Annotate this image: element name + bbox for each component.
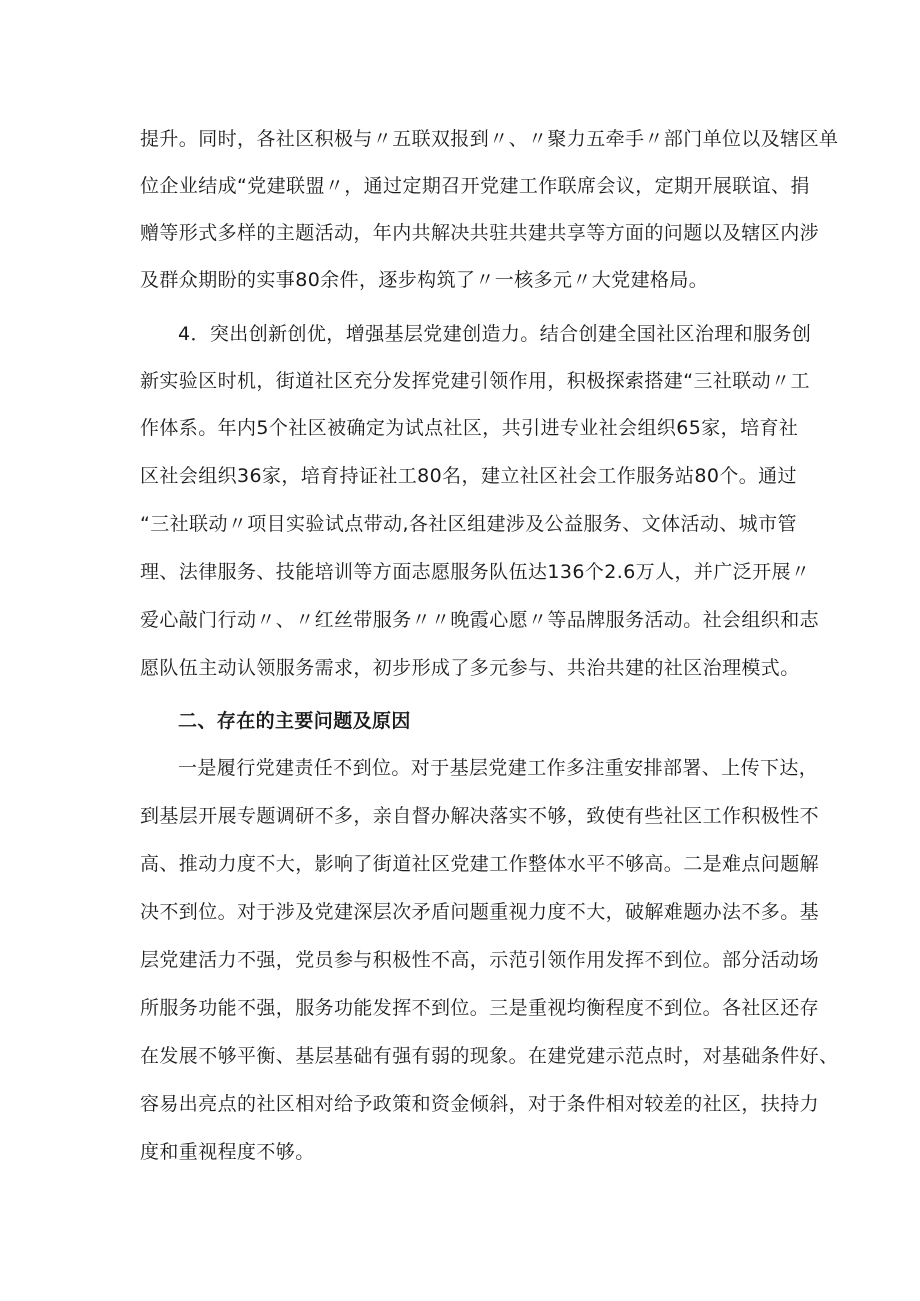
paragraph-line: 所服务功能不强，服务功能发挥不到位。三是重视均衡程度不到位。各社区还存 (140, 997, 820, 1019)
section-heading: 二、存在的主要问题及原因 (178, 710, 411, 732)
paragraph-line: 4．突出创新创优，增强基层党建创造力。结合创建全国社区治理和服务创 (178, 323, 812, 345)
paragraph-line: 一是履行党建责任不到位。对于基层党建工作多注重安排部署、上传下达， (178, 757, 819, 779)
paragraph-line: 位企业结成“党建联盟〃，通过定期召开党建工作联席会议，定期开展联谊、捐 (140, 175, 810, 197)
paragraph-line: 在发展不够平衡、基层基础有强有弱的现象。在建党建示范点时，对基础条件好、 (140, 1045, 839, 1067)
paragraph-line: 层党建活力不强，党员参与积极性不高，示范引领作用发挥不到位。部分活动场 (140, 949, 820, 971)
paragraph-line: 容易出亮点的社区相对给予政策和资金倾斜，对于条件相对较差的社区，扶持力 (140, 1093, 820, 1115)
paragraph-line: 度和重视程度不够。 (140, 1141, 315, 1163)
paragraph-line: 及群众期盼的实事80余件，逐步构筑了〃一核多元〃大党建格局。 (140, 269, 709, 291)
paragraph-line: 到基层开展专题调研不多，亲自督办解决落实不够，致使有些社区工作积极性不 (140, 805, 820, 827)
paragraph-line: 提升。同时，各社区积极与〃五联双报到〃、〃聚力五牵手〃部门单位以及辖区单 (140, 128, 839, 150)
paragraph-line: 爱心敲门行动〃、〃红丝带服务〃〃晚霞心愿〃等品牌服务活动。社会组织和志 (140, 609, 820, 631)
paragraph-line: 愿队伍主动认领服务需求，初步形成了多元参与、共治共建的社区治理模式。 (140, 657, 800, 679)
paragraph-line: 新实验区时机，街道社区充分发挥党建引领作用，积极探索搭建“三社联动〃工 (140, 370, 810, 392)
paragraph-line: 赠等形式多样的主题活动，年内共解决共驻共建共享等方面的问题以及辖区内涉 (140, 222, 820, 244)
paragraph-line: 理、法律服务、技能培训等方面志愿服务队伍达136个2.6万人，并广泛开展〃 (140, 561, 811, 583)
paragraph-line: 决不到位。对于涉及党建深层次矛盾问题重视力度不大，破解难题办法不多。基 (140, 901, 820, 923)
paragraph-line: 高、推动力度不大，影响了街道社区党建工作整体水平不够高。二是难点问题解 (140, 853, 820, 875)
paragraph-line: “三社联动〃项目实验试点带动,各社区组建涉及公益服务、文体活动、城市管 (140, 513, 797, 535)
paragraph-line: 作体系。年内5个社区被确定为试点社区，共引进专业社会组织65家，培育社 (140, 417, 799, 439)
paragraph-line: 区社会组织36家，培育持证社工80名，建立社区社会工作服务站80个。通过 (140, 465, 797, 487)
